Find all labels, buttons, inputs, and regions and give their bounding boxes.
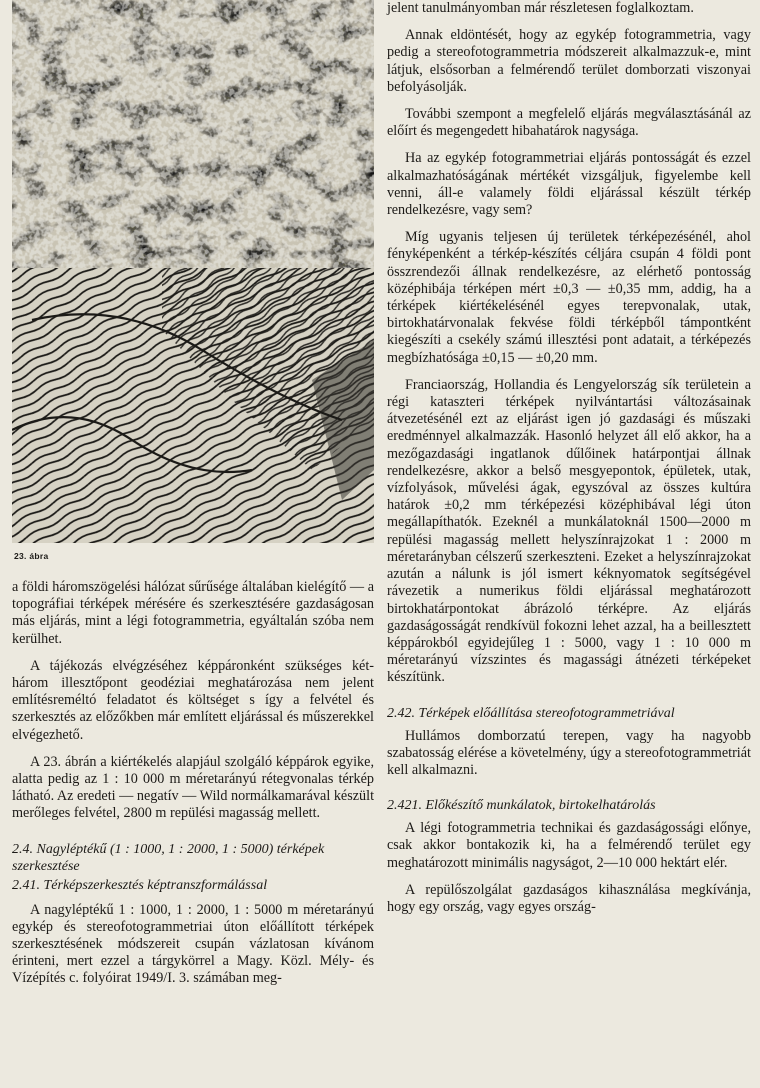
section-heading-2-42: 2.42. Térképek előállítása stereofotogrammetriával (387, 705, 675, 721)
left-column (12, 0, 374, 998)
right-paragraph-5: Míg ugyanis teljesen új területek térképezésénél, ahol fényképenként a térkép-készítés céljára csupán 4 földi pont összrendezői állnak rendelkezésre, az elérhető pontosság középhibája térképen mért ±0,3 — ±0,35 mm, addig, ha a térképek kiértékelésénél egyes terepvonalak, utak, birtokhatárvonalak fekvése földi térképből támpontként kiegészíti a csekély számú illesztési pont adatait, a térképezés megbízhatósága ±0,15 — ±0,20 mm. (387, 229, 751, 366)
right-paragraph-6: Franciaország, Hollandia és Lengyelország sík területein a régi kataszteri térképek nyilvántartási változásainak átvezetésénél ezt az eljárást igen jó gazdasági és műszaki eredménnyel alkalmazzák. Hasonló helyzet áll elő akkor, ha a mezőgazdasági ingatlanok dűlőinek határpontjai állnak rendelkezésre, akkor a belső mesgyepontok, épületek, utak, vízfolyások, művelési ágak, egyszóval az összes kultúra határok ±0,2 mm térképezési középhibával légi úton megállapíthatók. Ezeknél a munkálatoknál 1500—2000 m repülési magasság mellett helyszínrajzokat 1 : 2000 m méretarányban célszerű szerkeszteni. Ezeket a helyszínrajzokat azután a nálunk is jól ismert kéknyomatok segítségével rávezetik a numerikus földi eljárással meghatározott birtokhatárpontokat ábrázoló térképre. Az eljárás gazdaságosságát rendkívül fokozni lehet azzal, ha a beillesztett képpárokból egyidejűleg 1 : 5000, vagy 1 : 10 000 m méretarányú vízszintes és magassági átnézeti térképeket készítünk. (387, 376, 751, 686)
figure-aerial-photo-and-contour-map (12, 0, 374, 543)
figure-caption: 23. ábra (14, 551, 49, 561)
right-paragraph-7: Hullámos domborzatú terepen, vagy ha nagyobb szabatosság elérése a követelmény, úgy a stereofotogrammetriát kell alkalmazni. (387, 727, 751, 778)
right-paragraph-9: A repülőszolgálat gazdaságos kihasználása megkívánja, hogy egy ország, vagy egyes ország- (387, 881, 751, 915)
aerial-photo-highlights (12, 0, 374, 268)
right-column (387, 0, 751, 926)
section-heading-2-41: 2.41. Térképszerkesztés képtranszformálással (12, 877, 268, 893)
section-heading-2-421: 2.421. Előkészítő munkálatok, birtokelhatárolás (387, 798, 656, 814)
figure-image (12, 0, 374, 543)
right-paragraph-1: jelent tanulmányomban már részletesen foglalkoztam. (387, 0, 694, 16)
right-paragraph-2: Annak eldöntését, hogy az egykép fotogrammetria, vagy pedig a stereofotogrammetria módszereit alkalmazzuk-e, mint látjuk, elsősorban a felmérendő terület domborzati viszonyai befolyásolják. (387, 27, 751, 95)
left-paragraph-4: A nagyléptékű 1 : 1000, 1 : 2000, 1 : 5000 m méretarányú egykép és stereofotogrammetriai úton előállított térképek szerkesztésének módszereit csupán vázlatosan kívánom érinteni, mert ezzel a tárgykörrel a Magy. Közl. Mély- és Vízépítés c. folyóirat 1949/I. 3. számában meg- (12, 901, 374, 987)
left-paragraph-3: A 23. ábrán a kiértékelés alapjául szolgáló képpárok egyike, alatta pedig az 1 : 10 000 m méretarányú rétegvonalas térkép látható. Az eredeti — negatív — Wild normálkamarával készült merőleges felvétel, 2800 m repülési magasság mellett. (12, 753, 375, 822)
right-paragraph-3: További szempont a megfelelő eljárás megválasztásánál az előírt és megengedett hibahatárok nagysága. (387, 106, 751, 140)
right-paragraph-4: Ha az egykép fotogrammetriai eljárás pontosságát és ezzel alkalmazhatóságának mértékét vizsgáljuk, figyelembe kell venni, áll-e valamely földi eljárással készült térkép rendelkezésre, vagy sem? (387, 150, 751, 219)
right-paragraph-8: A légi fotogrammetria technikai és gazdaságossági előnye, csak akkor bontakozik ki, ha a felmérendő terület egy meghatározott minimális nagyságot, 2—10 000 hektárt elér. (387, 820, 751, 871)
left-paragraph-1: a földi háromszögelési hálózat sűrűsége általában kielégítő — a topográfiai térképek mérésére és szerkesztésére gazdaságosan más eljárás, mint a légi fotogrammetria, egyáltalán szóba nem kerülhet. (12, 579, 374, 647)
section-heading-2-4: 2.4. Nagyléptékű (1 : 1000, 1 : 2000, 1 : 5000) térképek szerkesztése (12, 841, 325, 874)
left-paragraph-2: A tájékozás elvégzéséhez képpáronként szükséges két-három illesztőpont geodéziai meghatározása nem jelent említésreméltó feladatot és költséget s így a felvétel és szerkesztés az előzőkben már említett eljárással és műszerekkel elvégezhető. (12, 657, 374, 743)
